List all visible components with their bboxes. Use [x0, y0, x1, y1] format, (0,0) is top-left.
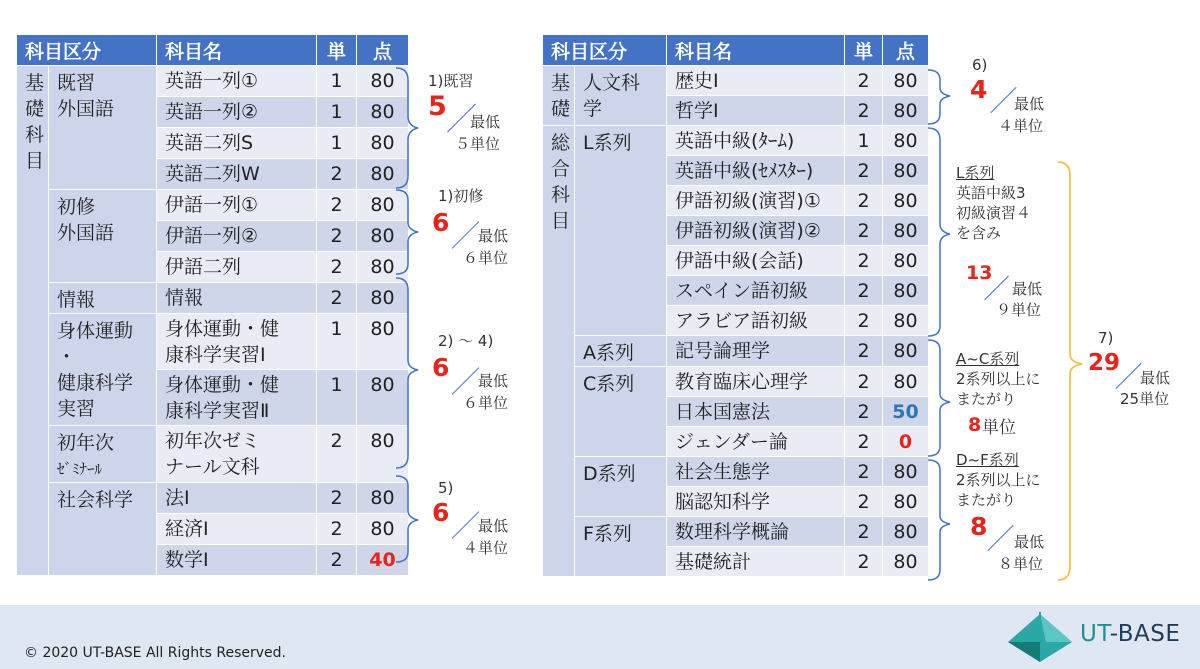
- unit-value: 2: [317, 545, 357, 576]
- unit-value: 2: [845, 547, 883, 577]
- annotation-title: L系列: [956, 164, 995, 182]
- subject-name: 数学Ⅰ: [157, 545, 317, 576]
- annotation-min: 最低: [1140, 369, 1171, 387]
- annotation-units: ９単位: [996, 301, 1042, 319]
- annotation-text: またがり: [956, 491, 1017, 509]
- bracket-kisyuu: [396, 68, 418, 188]
- unit-value: 2: [845, 336, 883, 367]
- category-kiso: 基礎: [543, 66, 575, 126]
- annotation-min: 最低: [478, 517, 509, 535]
- subject-name: アラビア語初級: [667, 306, 845, 336]
- subject-name: 身体運動・健 康科学実習Ⅰ: [157, 314, 317, 370]
- subject-name: 英語一列①: [157, 66, 317, 97]
- score-value: 80: [883, 186, 929, 216]
- subject-name: スペイン語初級: [667, 276, 845, 306]
- score-value: 80: [883, 276, 929, 306]
- score-value: 80: [883, 487, 929, 517]
- subject-name: 哲学Ⅰ: [667, 96, 845, 126]
- score-value: 80: [357, 514, 409, 545]
- bracket-df: [928, 460, 950, 580]
- annotation-total: 4: [970, 75, 988, 104]
- unit-value: 2: [845, 96, 883, 126]
- subject-name: 基礎統計: [667, 547, 845, 577]
- unit-value: 2: [845, 66, 883, 96]
- unit-value: 2: [845, 457, 883, 487]
- score-value: 80: [883, 367, 929, 397]
- score-value: 80: [357, 283, 409, 314]
- header-subject: 科目名: [667, 35, 845, 66]
- subject-name: 記号論理学: [667, 336, 845, 367]
- score-value: 80: [357, 252, 409, 283]
- subject-name: 身体運動・健 康科学実習Ⅱ: [157, 370, 317, 426]
- subgroup-zemi: 初年次 ｾﾞﾐﾅｰﾙ: [49, 426, 157, 483]
- unit-value: 2: [317, 283, 357, 314]
- unit-value: 2: [845, 427, 883, 457]
- annotation-title: A~C系列: [956, 350, 1020, 368]
- unit-value: 2: [317, 221, 357, 252]
- unit-value: 2: [317, 514, 357, 545]
- series-d: D系列: [575, 457, 667, 517]
- annotation-min: 最低: [1014, 533, 1045, 551]
- unit-value: 1: [317, 370, 357, 426]
- score-value: 80: [357, 190, 409, 221]
- subject-name: 伊語初級(演習)②: [667, 216, 845, 246]
- annotation-total: 6: [432, 208, 450, 237]
- unit-value: 2: [845, 487, 883, 517]
- unit-value: 2: [845, 156, 883, 186]
- subject-name: 経済Ⅰ: [157, 514, 317, 545]
- score-value: 80: [883, 306, 929, 336]
- annotation-units: ６単位: [463, 249, 509, 267]
- unit-value: 2: [317, 190, 357, 221]
- score-value-low: 40: [357, 545, 409, 576]
- score-value: 80: [357, 221, 409, 252]
- unit-value: 2: [845, 186, 883, 216]
- subject-name: 教育臨床心理学: [667, 367, 845, 397]
- score-value: 80: [357, 128, 409, 159]
- unit-value: 1: [845, 126, 883, 156]
- score-value: 80: [357, 97, 409, 128]
- subgroup-shosyuu: 初修 外国語: [49, 190, 157, 283]
- subject-name: 伊語一列②: [157, 221, 317, 252]
- subgroup-shakai: 社会科学: [49, 483, 157, 576]
- annotation-text: またがり: [956, 390, 1017, 408]
- annotation-units: 単位: [982, 418, 1016, 438]
- bracket-sougou: [1058, 162, 1082, 580]
- score-value: 80: [883, 336, 929, 367]
- subgroup-shintai: 身体運動 ・ 健康科学 実習: [49, 314, 157, 426]
- annotation-text: 英語中級3: [956, 184, 1026, 202]
- subject-name: 伊語二列: [157, 252, 317, 283]
- unit-value: 2: [845, 276, 883, 306]
- score-value: 80: [357, 314, 409, 370]
- score-value: 80: [883, 246, 929, 276]
- annotation-total: 6: [432, 498, 450, 527]
- unit-value: 2: [845, 306, 883, 336]
- annotation-units: ４単位: [998, 117, 1044, 135]
- subject-name: 脳認知科学: [667, 487, 845, 517]
- category-kiso: 基礎科目: [17, 66, 49, 576]
- ut-base-logo-text: UT-BASE: [1080, 621, 1181, 647]
- annotation-label: 6): [972, 56, 988, 74]
- annotation-units: ６単位: [463, 394, 509, 412]
- unit-value: 2: [845, 216, 883, 246]
- subject-name: 歴史Ⅰ: [667, 66, 845, 96]
- unit-value: 1: [317, 128, 357, 159]
- unit-value: 2: [317, 426, 357, 483]
- subject-name: 英語一列②: [157, 97, 317, 128]
- score-value-mid: 50: [883, 397, 929, 427]
- ut-base-logo-icon: [1006, 612, 1074, 664]
- header-unit: 単: [845, 35, 883, 66]
- unit-value: 2: [317, 483, 357, 514]
- score-value: 80: [357, 370, 409, 426]
- annotation-text: 初級演習４: [956, 204, 1032, 222]
- unit-value: 1: [317, 97, 357, 128]
- score-value: 80: [357, 66, 409, 97]
- annotation-text: を含み: [956, 224, 1002, 242]
- bracket-2-4: [396, 278, 418, 468]
- series-f: F系列: [575, 517, 667, 577]
- subject-name: 初年次ゼミ ナール文科: [157, 426, 317, 483]
- subject-name: ジェンダー論: [667, 427, 845, 457]
- bracket-shosyuu: [396, 190, 418, 274]
- subject-name: 英語二列S: [157, 128, 317, 159]
- subject-name: 伊語中級(会話): [667, 246, 845, 276]
- bracket-l: [928, 128, 950, 336]
- subject-name: 英語二列W: [157, 159, 317, 190]
- annotation-units: ８単位: [998, 555, 1044, 573]
- subject-name: 伊語一列①: [157, 190, 317, 221]
- annotation-units: ４単位: [463, 539, 509, 557]
- score-value: 80: [883, 547, 929, 577]
- annotation-min: 最低: [1012, 280, 1043, 298]
- annotation-label: 1)既習: [428, 72, 474, 90]
- bracket-6: [928, 70, 950, 124]
- score-value: 80: [883, 517, 929, 547]
- annotation-min: 最低: [478, 372, 509, 390]
- annotation-label: 2) ～ 4): [438, 332, 494, 350]
- unit-value: 2: [317, 252, 357, 283]
- score-value: 80: [883, 66, 929, 96]
- annotation-label: 5): [438, 479, 454, 497]
- score-value: 80: [357, 426, 409, 483]
- annotation-total: 13: [966, 262, 993, 284]
- subgroup-kisyuu: 既習 外国語: [49, 66, 157, 190]
- subject-name: 法Ⅰ: [157, 483, 317, 514]
- annotation-min: 最低: [478, 227, 509, 245]
- header-score: 点: [357, 35, 409, 66]
- score-value: 80: [883, 457, 929, 487]
- header-category: 科目区分: [17, 35, 157, 66]
- header-subject: 科目名: [157, 35, 317, 66]
- annotation-total: 8: [970, 512, 988, 541]
- subject-name: 情報: [157, 283, 317, 314]
- subgroup-jouhou: 情報: [49, 283, 157, 314]
- unit-value: 2: [845, 246, 883, 276]
- subgroup-jinbun: 人文科 学: [575, 66, 667, 126]
- subject-name: 英語中級(ｾﾒｽﾀｰ): [667, 156, 845, 186]
- subject-name: 伊語初級(演習)①: [667, 186, 845, 216]
- annotation-min: 最低: [470, 113, 501, 131]
- copyright-text: © 2020 UT-BASE All Rights Reserved.: [24, 645, 286, 661]
- score-value: 80: [357, 483, 409, 514]
- series-a: A系列: [575, 336, 667, 367]
- annotation-total: 5: [428, 91, 447, 122]
- annotation-total: 6: [432, 353, 450, 382]
- unit-value: 2: [845, 517, 883, 547]
- annotation-title: D~F系列: [956, 451, 1019, 469]
- unit-value: 2: [845, 397, 883, 427]
- score-value-fail: 0: [883, 427, 929, 457]
- annotation-units: ５単位: [455, 135, 501, 153]
- annotation-text: 2系列以上に: [956, 471, 1041, 489]
- score-value: 80: [883, 216, 929, 246]
- annotation-units: 25単位: [1120, 390, 1170, 408]
- subject-name: 英語中級(ﾀｰﾑ): [667, 126, 845, 156]
- score-value: 80: [883, 156, 929, 186]
- score-value: 80: [883, 126, 929, 156]
- category-sougou: 総合科目: [543, 126, 575, 577]
- score-value: 80: [883, 96, 929, 126]
- subject-name: 社会生態学: [667, 457, 845, 487]
- score-value: 80: [357, 159, 409, 190]
- series-l: L系列: [575, 126, 667, 336]
- bracket-ac: [928, 340, 950, 456]
- annotation-total: 29: [1088, 350, 1121, 376]
- annotation-min: 最低: [1014, 95, 1045, 113]
- annotation-text: 2系列以上に: [956, 370, 1041, 388]
- header-unit: 単: [317, 35, 357, 66]
- header-score: 点: [883, 35, 929, 66]
- unit-value: 1: [317, 314, 357, 370]
- header-category: 科目区分: [543, 35, 667, 66]
- unit-value: 1: [317, 66, 357, 97]
- annotation-label: 7): [1098, 329, 1114, 347]
- unit-value: 2: [845, 367, 883, 397]
- series-c: C系列: [575, 367, 667, 457]
- annotation-total: 8: [968, 414, 982, 436]
- subject-name: 日本国憲法: [667, 397, 845, 427]
- bracket-5: [396, 476, 418, 562]
- unit-value: 2: [317, 159, 357, 190]
- subject-name: 数理科学概論: [667, 517, 845, 547]
- annotation-label: 1)初修: [438, 187, 484, 205]
